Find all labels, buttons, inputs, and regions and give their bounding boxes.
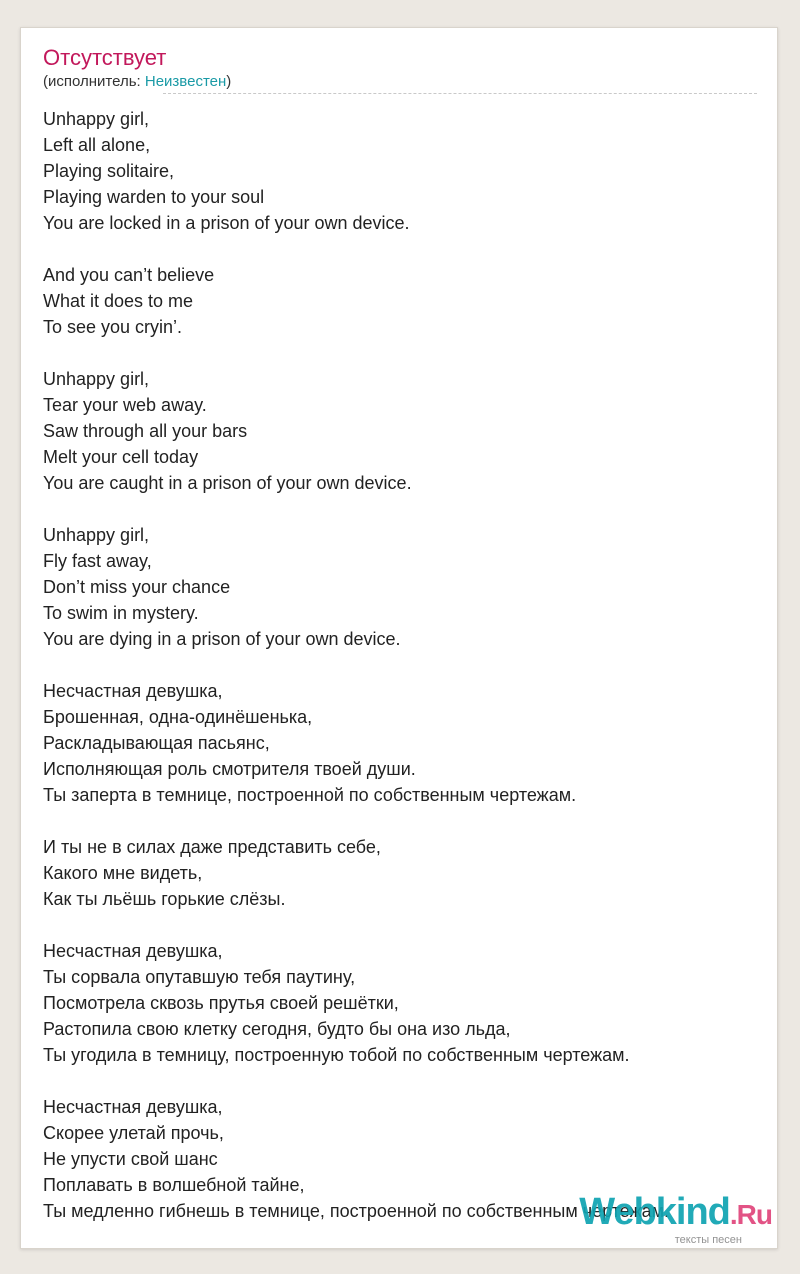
lyrics-line: Unhappy girl, <box>43 369 150 389</box>
lyrics-stanza <box>43 938 763 1068</box>
lyrics-body <box>43 106 763 1250</box>
lyrics-line: Left all alone, <box>43 135 151 155</box>
song-title: Отсутствует <box>43 45 167 70</box>
lyrics-stanza <box>43 262 763 340</box>
lyrics-line: Playing solitaire, <box>43 161 175 181</box>
lyrics-line: To swim in mystery. <box>43 603 199 623</box>
lyrics-stanza <box>43 366 763 496</box>
lyrics-line: You are dying in a prison of your own device. <box>43 629 401 649</box>
lyrics-line: You are locked in a prison of your own device. <box>43 213 410 233</box>
site-logo[interactable] <box>579 1193 772 1246</box>
artist-line <box>43 73 231 91</box>
lyrics-stanza <box>43 678 763 808</box>
lyrics-line: Playing warden to your soul <box>43 187 265 207</box>
artist-suffix: ) <box>226 73 232 90</box>
lyrics-stanza <box>43 522 763 652</box>
lyrics-line: Несчастная девушка, <box>43 941 223 961</box>
lyrics-line: Посмотрела сквозь прутья своей решётки, <box>43 993 399 1013</box>
lyrics-line: Ты сорвала опутавшую тебя паутину, <box>43 967 356 987</box>
lyrics-line: Как ты льёшь горькие слёзы. <box>43 889 286 909</box>
lyrics-line: Tear your web away. <box>43 395 207 415</box>
title-divider <box>163 93 757 94</box>
logo-brand: Webkind <box>579 1191 730 1233</box>
lyrics-line: Fly fast away, <box>43 551 152 571</box>
logo-tld: .Ru <box>729 1199 772 1230</box>
lyrics-line: Несчастная девушка, <box>43 1097 223 1117</box>
lyrics-line: Ты заперта в темнице, построенной по собственным чертежам. <box>43 785 577 805</box>
lyrics-line: To see you cryin’. <box>43 317 183 337</box>
lyrics-line: Какого мне видеть, <box>43 863 203 883</box>
lyrics-line: Ты угодила в темницу, построенную тобой по собственным чертежам. <box>43 1045 630 1065</box>
lyrics-line: Раскладывающая пасьянс, <box>43 733 270 753</box>
lyrics-line: Ты медленно гибнешь в темнице, построенной по собственным чертежам. <box>43 1201 670 1221</box>
lyrics-line: Don’t miss your chance <box>43 577 231 597</box>
lyrics-line: Не упусти свой шанс <box>43 1149 218 1169</box>
lyrics-line: Несчастная девушка, <box>43 681 223 701</box>
lyrics-stanza <box>43 834 763 912</box>
lyrics-line: И ты не в силах даже представить себе, <box>43 837 381 857</box>
lyrics-line: Unhappy girl, <box>43 109 150 129</box>
lyrics-line: Растопила свою клетку сегодня, будто бы она изо льда, <box>43 1019 511 1039</box>
lyrics-line: You are caught in a prison of your own device. <box>43 473 412 493</box>
lyrics-line: And you can’t believe <box>43 265 215 285</box>
artist-link[interactable]: Неизвестен <box>144 73 227 90</box>
lyrics-line: Unhappy girl, <box>43 525 150 545</box>
lyrics-line: Исполняющая роль смотрителя твоей души. <box>43 759 416 779</box>
artist-prefix: (исполнитель: <box>43 73 145 90</box>
lyrics-stanza <box>43 106 763 236</box>
lyrics-line: What it does to me <box>43 291 194 311</box>
lyrics-card <box>20 27 778 1249</box>
lyrics-line: Брошенная, одна-одинёшенька, <box>43 707 313 727</box>
logo-tagline: тексты песен <box>674 1234 742 1246</box>
lyrics-line: Melt your cell today <box>43 447 199 467</box>
lyrics-line: Поплавать в волшебной тайне, <box>43 1175 305 1195</box>
lyrics-line: Saw through all your bars <box>43 421 248 441</box>
lyrics-line: Скорее улетай прочь, <box>43 1123 224 1143</box>
